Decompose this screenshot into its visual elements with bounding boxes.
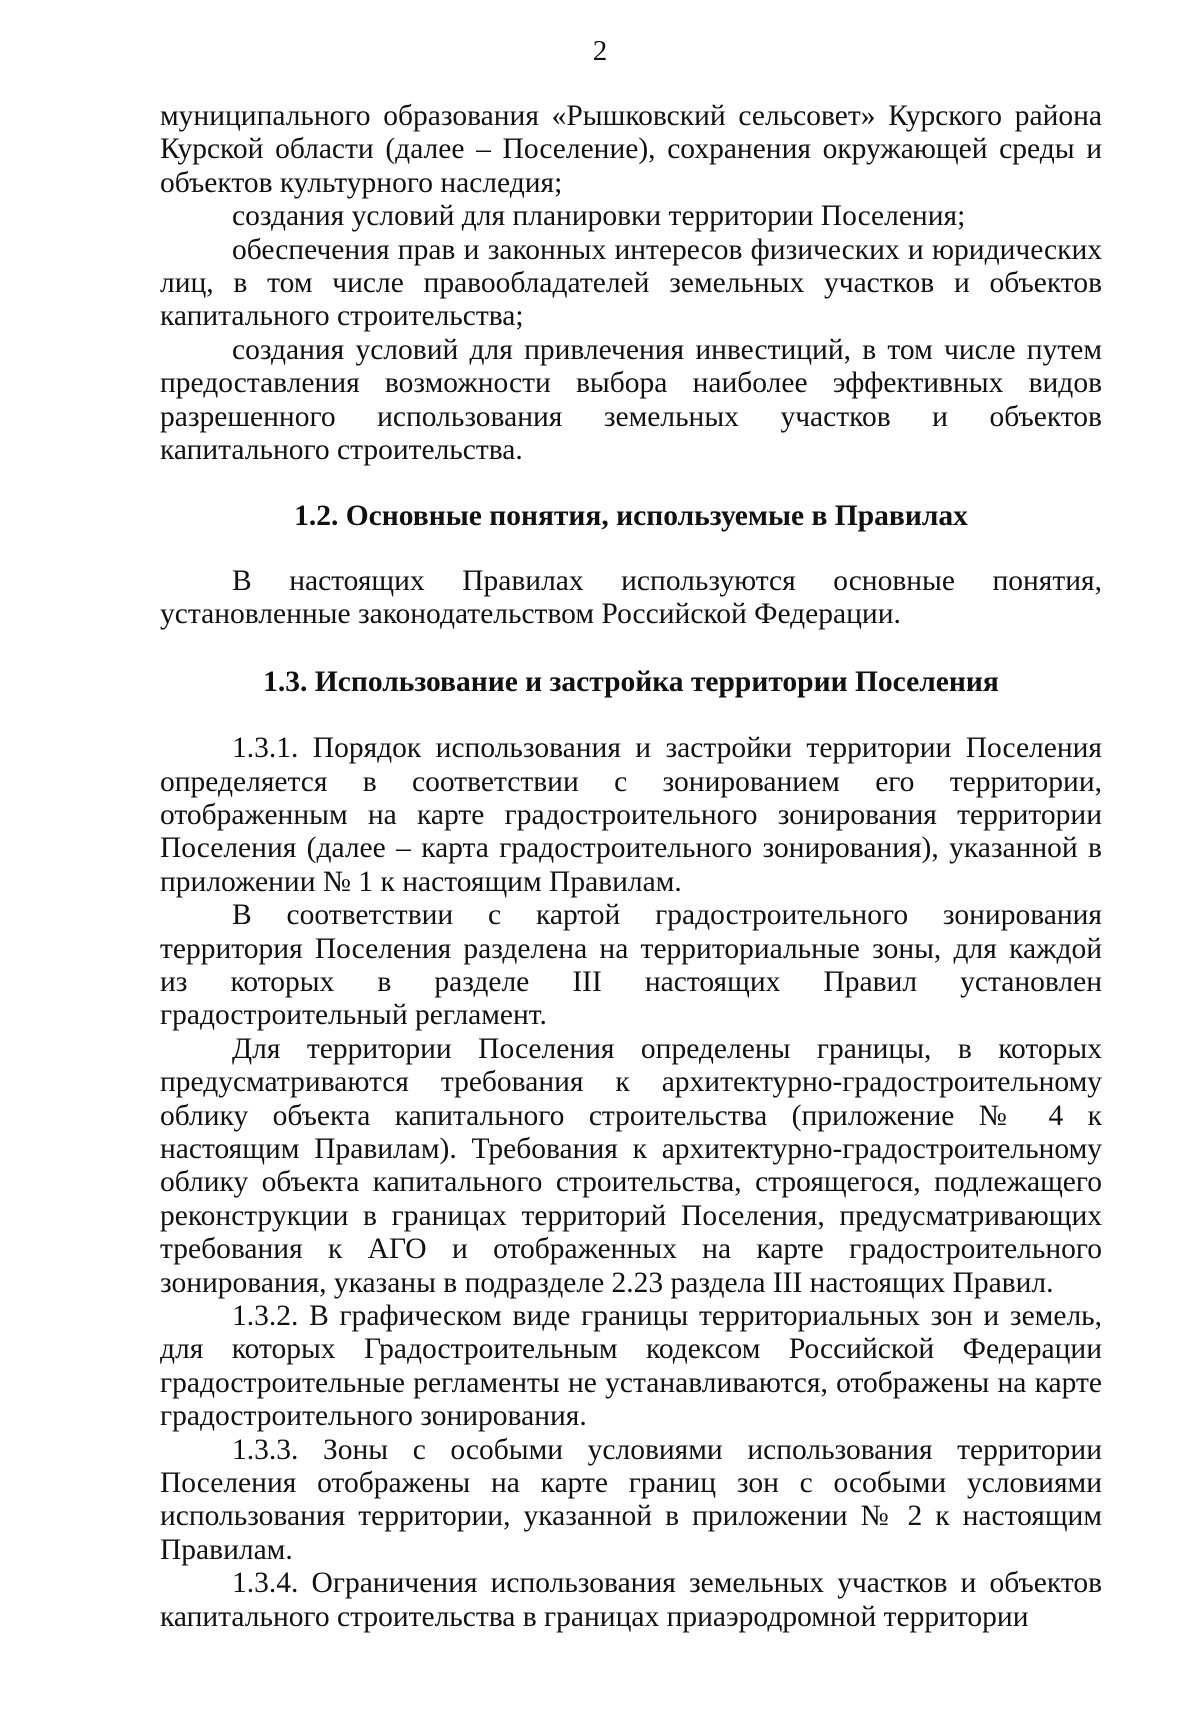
paragraph: 1.3.4. Ограничения использования земельных участков и объектов капитального строительства в границах приаэродромной территории xyxy=(160,1567,1102,1633)
paragraph: муниципального образования «Рышковский сельсовет» Курского района Курской области (далее – Поселение), сохранения окружающей среды и объектов культурного наследия; xyxy=(160,100,1102,199)
paragraph: 1.3.3. Зоны с особыми условиями использования территории Поселения отображены на карте границ зон с особыми условиями использования территории, указанной в приложении № 2 к настоящим Правилам. xyxy=(160,1433,1102,1566)
paragraph: 1.3.2. В графическом виде границы территориальных зон и земель, для которых Градостроительным кодексом Российской Федерации градостроительные регламенты не устанавливаются, отображены на карте градостроительного зонирования. xyxy=(160,1300,1102,1433)
paragraph: создания условий для привлечения инвестиций, в том числе путем предоставления возможности выбора наиболее эффективных видов разрешенного использования земельных участков и объектов капитального строительства. xyxy=(160,333,1102,467)
paragraph: В настоящих Правилах используются основные понятия, установленные законодательством Российской Федерации. xyxy=(160,564,1102,631)
paragraph: Для территории Поселения определены границы, в которых предусматриваются требования к архитектурно-градостроительному облику объекта капитального строительства (приложение № 4 к настоящим Правилам). Требования к архитектурно-градостроительному облику объекта капитального строительства, строящегося, подлежащего реконструкции в границах территорий Поселения, предусматривающих требования к АГО и отображенных на карте градостроительного зонирования, указаны в подразделе 2.23 раздела III настоящих Правил. xyxy=(160,1032,1102,1299)
section-heading-1-2: 1.2. Основные понятия, используемые в Правилах xyxy=(294,500,968,533)
paragraph: обеспечения прав и законных интересов физических и юридических лиц, в том числе правообладателей земельных участков и объектов капитального строительства; xyxy=(160,233,1102,333)
paragraph: 1.3.1. Порядок использования и застройки территории Поселения определяется в соответствии с зонированием его территории, отображенным на карте градостроительного зонирования территории Поселения (далее – карта градостроительного зонирования), указанной в приложении № 1 к настоящим Правилам. xyxy=(160,732,1102,898)
paragraph: создания условий для планировки территории Поселения; xyxy=(232,200,966,233)
page-number: 2 xyxy=(592,35,608,67)
paragraph: В соответствии с картой градостроительного зонирования территория Поселения разделена на территориальные зоны, для каждой из которых в разделе III настоящих Правил установлен градостроительный регламент. xyxy=(160,899,1102,1032)
section-heading-1-3: 1.3. Использование и застройка территории Поселения xyxy=(263,665,999,698)
document-body xyxy=(160,100,1102,1634)
